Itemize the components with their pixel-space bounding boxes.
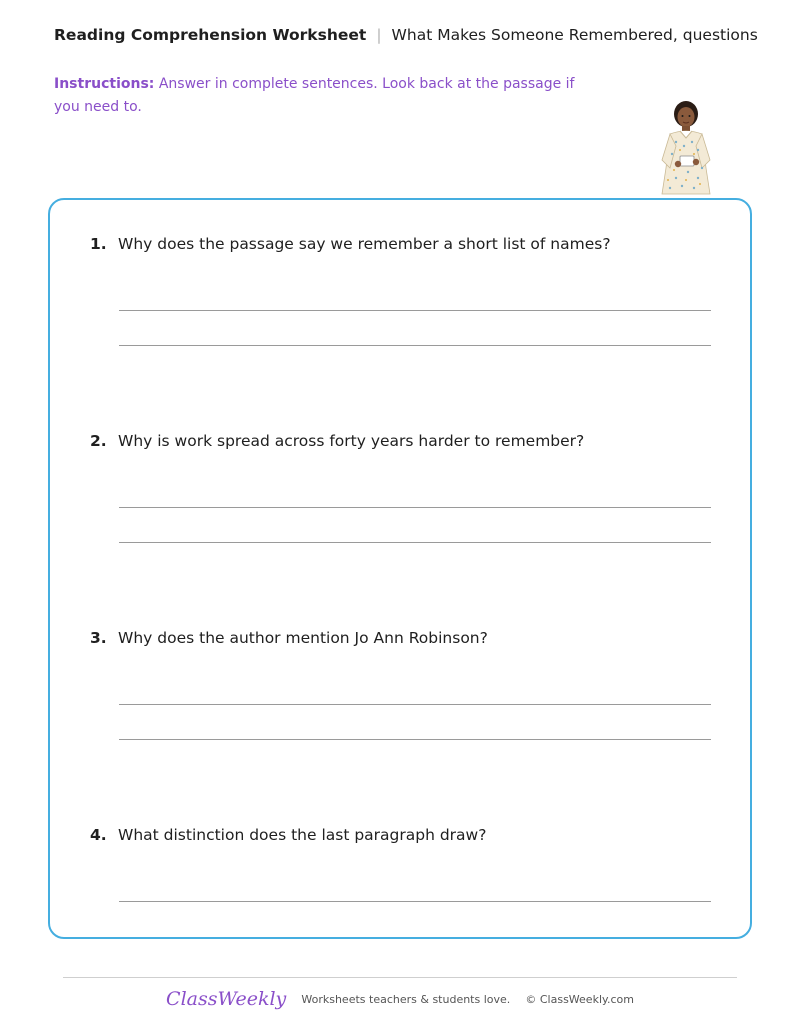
question-text: What distinction does the last paragraph draw? — [118, 826, 487, 844]
answer-line[interactable] — [119, 310, 711, 311]
question-text: Why is work spread across forty years harder to remember? — [118, 432, 585, 450]
answer-line[interactable] — [119, 901, 711, 902]
footer-divider — [63, 977, 737, 978]
answer-line[interactable] — [119, 739, 711, 740]
worksheet-subtitle: What Makes Someone Remembered, questions — [391, 26, 758, 44]
question-2 — [90, 432, 584, 450]
question-number: 4. — [90, 826, 107, 844]
woman-figure-icon — [650, 98, 722, 196]
footer-tagline: Worksheets teachers & students love. — [301, 992, 511, 1006]
worksheet-title: Reading Comprehension Worksheet — [54, 26, 367, 44]
brand-logo: ClassWeekly — [166, 988, 287, 1010]
question-3 — [90, 629, 488, 647]
question-number: 1. — [90, 235, 107, 253]
instructions-text: Answer in complete sentences. Look back at the passage if you need to. — [54, 76, 575, 115]
answer-line[interactable] — [119, 542, 711, 543]
instructions-lead: Instructions: — [54, 76, 155, 92]
question-number: 3. — [90, 629, 107, 647]
question-4 — [90, 826, 486, 844]
answer-line[interactable] — [119, 507, 711, 508]
instructions — [54, 73, 594, 119]
footer-copyright: © ClassWeekly.com — [525, 992, 634, 1006]
header-separator: | — [376, 26, 382, 44]
worksheet-header — [54, 26, 758, 44]
answer-line[interactable] — [119, 704, 711, 705]
footer — [0, 988, 800, 1010]
question-1 — [90, 235, 611, 253]
question-text: Why does the passage say we remember a short list of names? — [118, 235, 611, 253]
question-number: 2. — [90, 432, 107, 450]
question-text: Why does the author mention Jo Ann Robinson? — [118, 629, 488, 647]
answer-line[interactable] — [119, 345, 711, 346]
